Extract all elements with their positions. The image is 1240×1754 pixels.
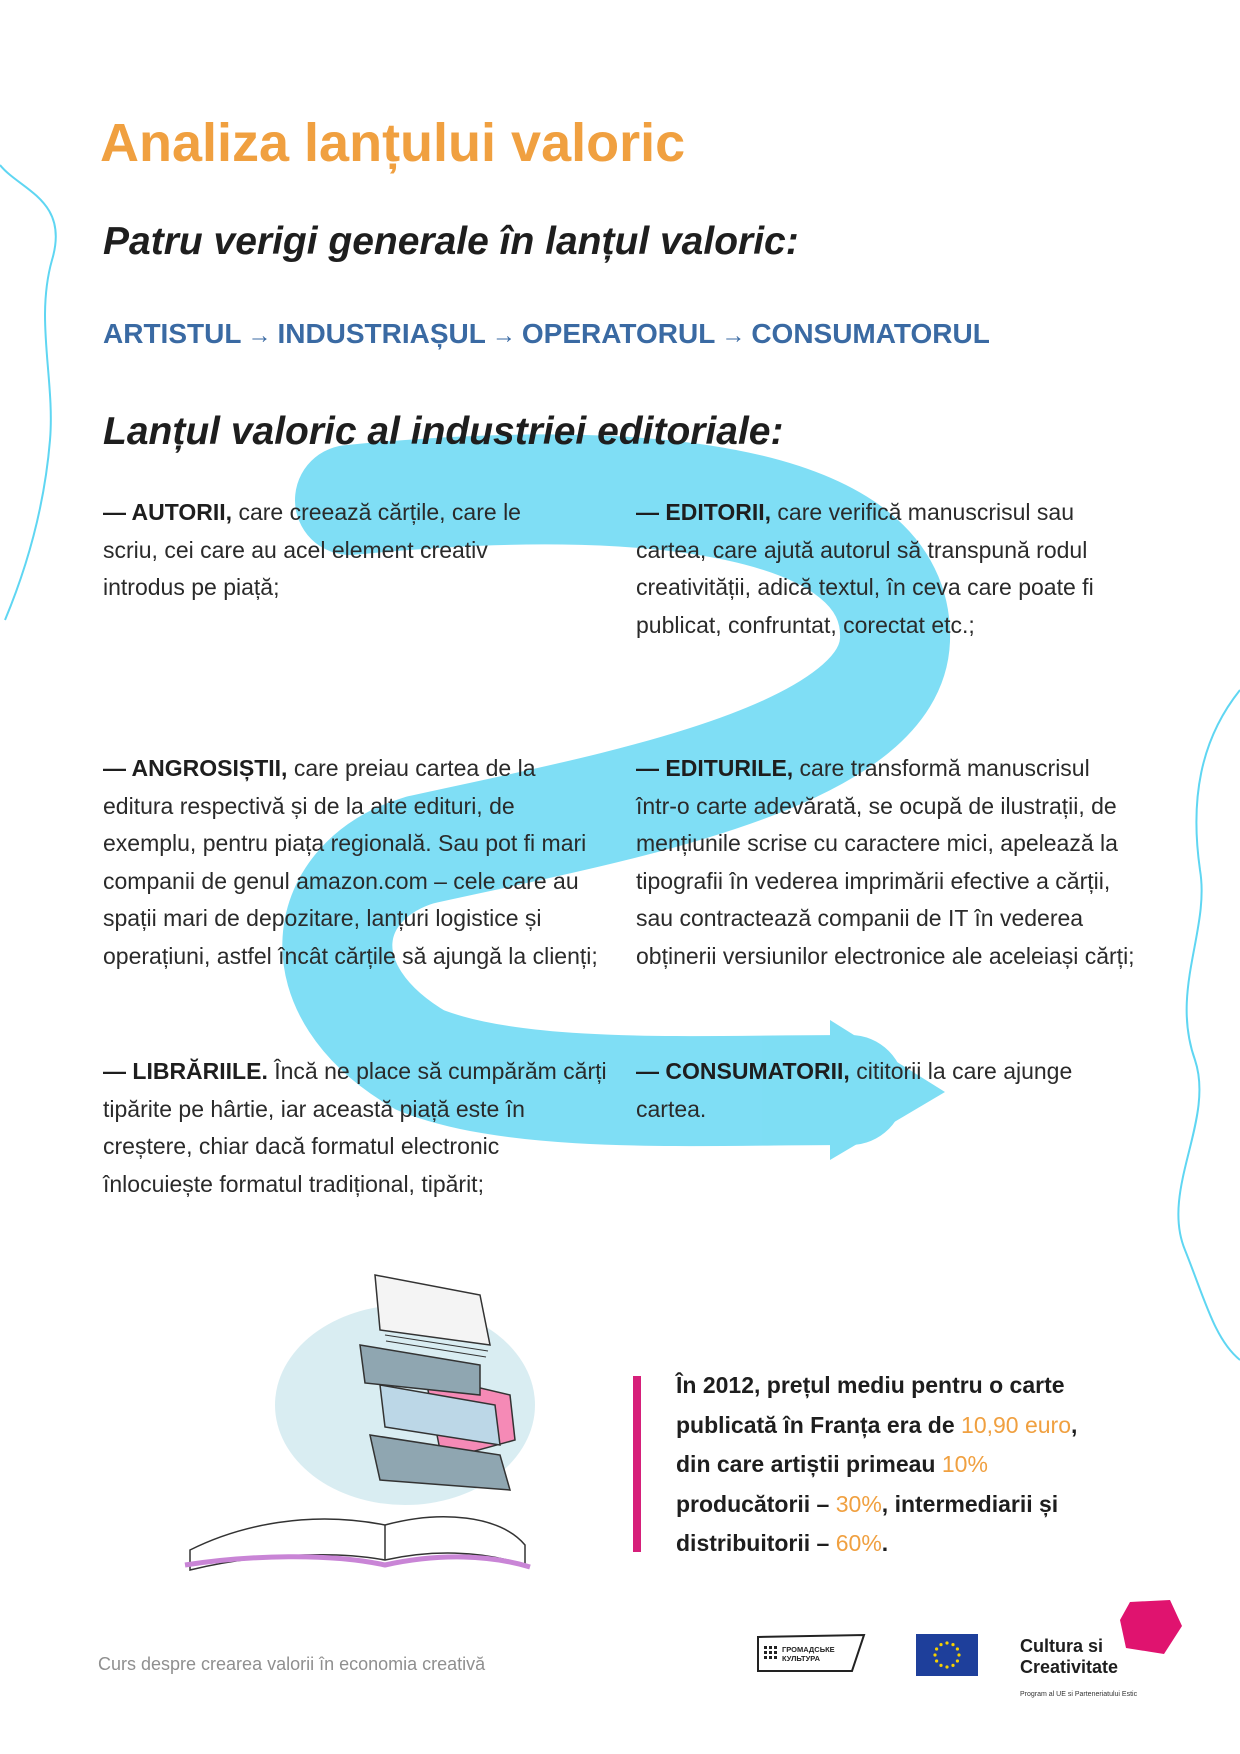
value-chain-steps bbox=[103, 318, 990, 350]
stat-highlight-distributors: 60% bbox=[835, 1530, 882, 1556]
term-label: — AUTORII, bbox=[103, 499, 233, 525]
book-stack-illustration bbox=[180, 1255, 600, 1575]
item-text: cititorii la care ajunge cartea. bbox=[636, 1058, 1073, 1122]
chain-step-artist: ARTISTUL bbox=[103, 318, 242, 349]
item-text: Încă ne place să cumpărăm cărți tipărite pe hârtie, iar această piață este în creștere, chiar dacă formatul electronic înlocuiește formatul tradițional, tipărit; bbox=[103, 1058, 607, 1197]
list-item-authors bbox=[103, 494, 573, 607]
arrow-right-icon: → bbox=[491, 322, 516, 349]
term-label: — EDITURILE, bbox=[636, 755, 794, 781]
logo-hk-line2: КУЛЬТУРА bbox=[782, 1654, 821, 1663]
list-item-publishers bbox=[636, 750, 1136, 975]
list-item-bookstores bbox=[103, 1053, 608, 1203]
logo-cc-line1: Cultura si bbox=[1020, 1636, 1104, 1656]
stat-highlight-artists: 10% bbox=[941, 1451, 988, 1477]
item-text: care preiau cartea de la editura respectivă și de la alte edituri, de exemplu, pentru piața regională. Sau pot fi mari companii de genul amazon.com – cele care au spații mari de depozitare, lanțuri logistice și operațiuni, astfel încât cărțile să ajungă la clienți; bbox=[103, 755, 598, 969]
stat-text: , din care artiștii primeau bbox=[676, 1411, 1078, 1477]
term-label: — EDITORII, bbox=[636, 499, 772, 525]
arrow-right-icon: → bbox=[721, 322, 746, 349]
term-label: — ANGROSIȘTII, bbox=[103, 755, 288, 781]
logo-hk-line1: ГРОМАДСЬКЕ bbox=[782, 1645, 835, 1654]
stat-highlight-price: 10,90 euro bbox=[961, 1411, 1072, 1438]
item-text: care creează cărțile, care le scriu, cei care au acel element creativ introdus pe piață; bbox=[103, 499, 521, 600]
hromadske-kultura-logo bbox=[756, 1633, 866, 1673]
chain-step-consumer: CONSUMATORUL bbox=[751, 318, 990, 349]
arrow-right-icon: → bbox=[247, 322, 272, 349]
stat-text: În 2012, prețul mediu pentru o carte publicată în Franța era de bbox=[676, 1372, 1065, 1438]
list-item-consumers bbox=[636, 1053, 1131, 1128]
section-heading-general: Patru verigi generale în lanțul valoric: bbox=[103, 220, 799, 263]
chain-step-industrial: INDUSTRIAȘUL bbox=[277, 318, 486, 349]
stat-text: , intermediarii și distribuitorii – bbox=[676, 1490, 1059, 1556]
item-text: care transformă manuscrisul într-o carte adevărată, se ocupă de ilustrații, de mențiunile scrise cu caractere mici, apelează la tipografii în vederea imprimării efective a cărții, sau contractează companii de IT în vederea obținerii versiunilor electronice ale aceleiași cărți; bbox=[636, 755, 1135, 969]
footer-course-name: Curs despre crearea valorii în economia creativă bbox=[98, 1654, 486, 1674]
logo-cc-subtitle: Program al UE si Parteneriatului Estic bbox=[1020, 1691, 1138, 1698]
list-item-wholesalers bbox=[103, 750, 598, 975]
logo-cc-line2: Creativitate bbox=[1020, 1657, 1119, 1677]
chain-step-operator: OPERATORUL bbox=[521, 318, 716, 349]
cultura-creativitate-logo bbox=[1020, 1636, 1137, 1705]
eu-flag-icon bbox=[916, 1634, 978, 1676]
stat-text: . bbox=[881, 1530, 889, 1556]
accent-bar bbox=[633, 1376, 641, 1552]
term-label: — LIBRĂRIILE. bbox=[103, 1058, 268, 1084]
stat-highlight-producers: 30% bbox=[835, 1490, 882, 1517]
section-heading-publishing: Lanțul valoric al industriei editoriale: bbox=[103, 410, 784, 453]
list-item-editors bbox=[636, 494, 1131, 644]
page-title: Analiza lanțului valoric bbox=[100, 113, 686, 173]
item-text: care verifică manuscrisul sau cartea, care ajută autorul să transpună rodul creativității, adică textul, în ceva care poate fi publicat, confruntat, corectat etc.; bbox=[636, 499, 1094, 638]
price-statistic bbox=[676, 1366, 1116, 1564]
term-label: — CONSUMATORII, bbox=[636, 1058, 850, 1084]
stat-text: producătorii – bbox=[676, 1490, 836, 1517]
